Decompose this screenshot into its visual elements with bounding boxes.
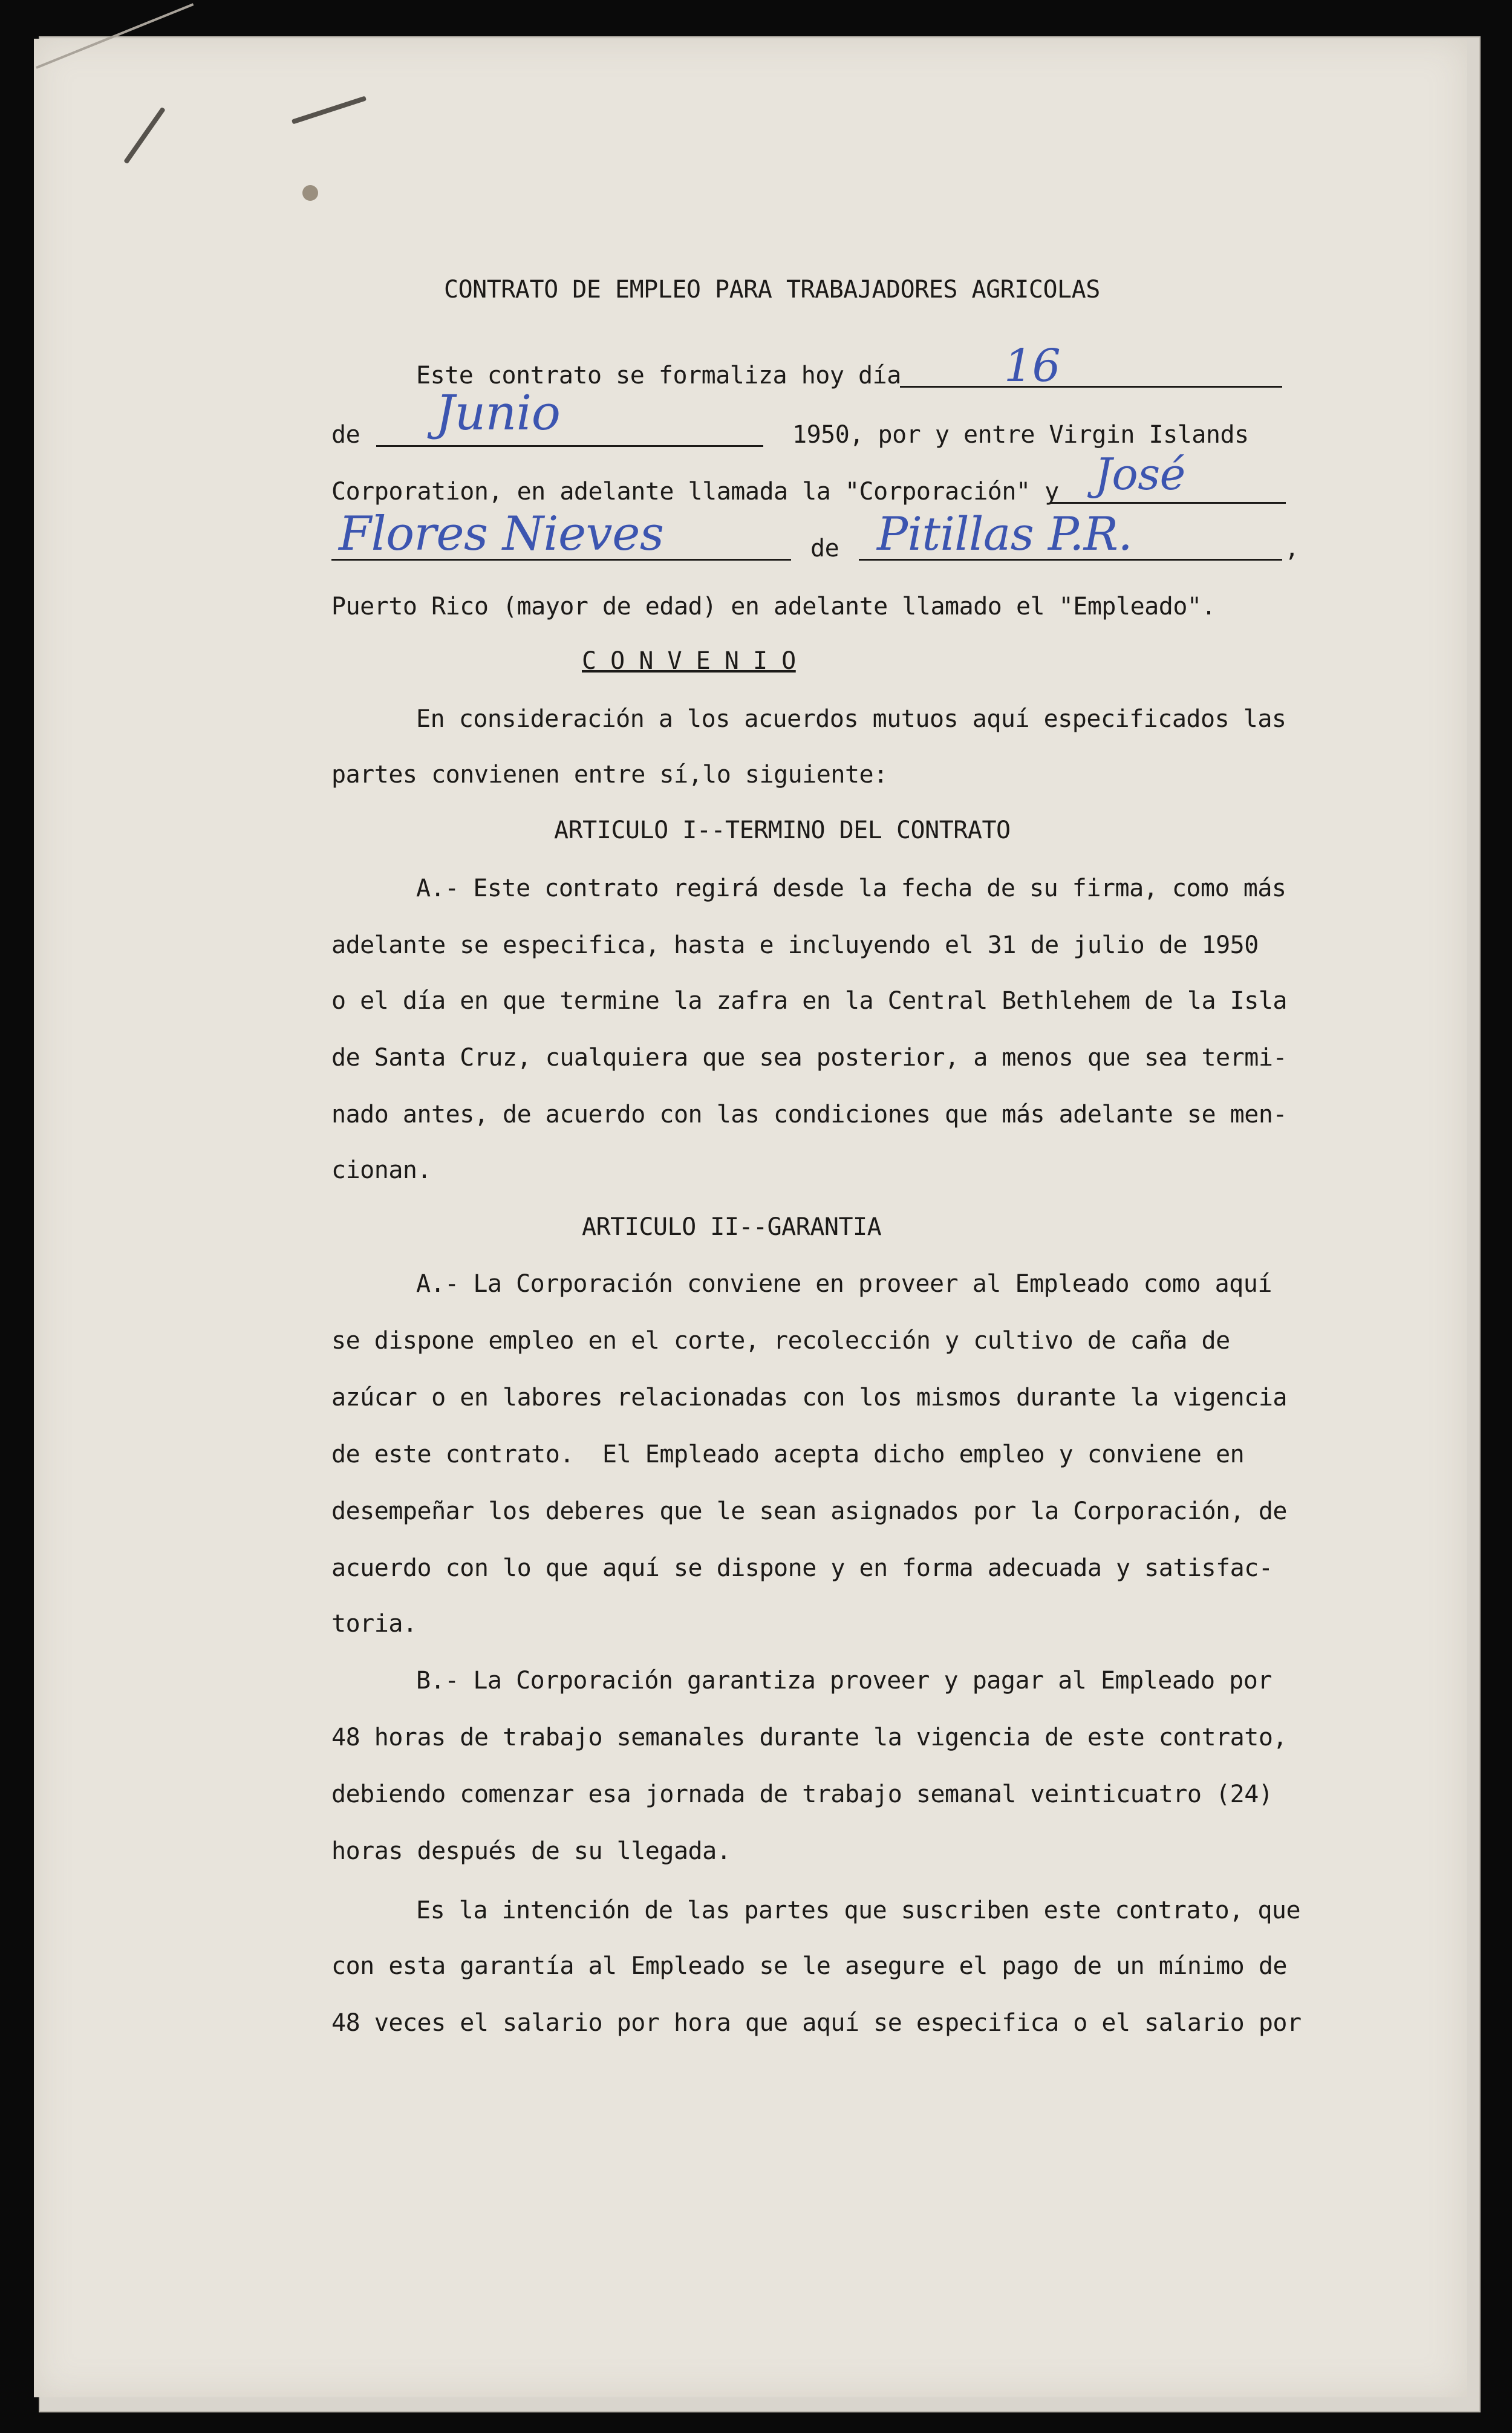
handwritten-town: Pitillas P.R. [877,507,1133,561]
article-2-line: B.- La Corporación garantiza proveer y pagar al Empleado por [416,1667,1272,1695]
article-2-line: A.- La Corporación conviene en proveer al Empleado como aquí [416,1270,1272,1298]
article-2-line: con esta garantía al Empleado se le asegure el pago de un mínimo de [331,1952,1287,1980]
article-2-line: horas después de su llegada. [331,1837,731,1865]
handwritten-month: Junio [435,385,561,441]
article-1-line: o el día en que termine la zafra en la Central Bethlehem de la Isla [331,987,1287,1015]
article-1-line: nado antes, de acuerdo con las condiciones que más adelante se men- [331,1101,1287,1129]
article-2-line: 48 horas de trabajo semanales durante la vigencia de este contrato, [331,1724,1287,1751]
document-title: CONTRATO DE EMPLEO PARA TRABAJADORES AGRICOLAS [444,276,1100,304]
handwritten-day: 16 [1004,340,1061,392]
article-2-line: desempeñar los deberes que le sean asignados por la Corporación, de [331,1497,1287,1525]
convenio-line: partes convienen entre sí,lo siguiente: [331,761,888,789]
article-2-line: Es la intención de las partes que suscriben este contrato, que [416,1897,1301,1924]
intro-line-5: Puerto Rico (mayor de edad) en adelante llamado el "Empleado". [331,593,1216,620]
intro-line-3: Corporation, en adelante llamada la "Corporación" y [331,478,1059,506]
article-2-line: acuerdo con lo que aquí se dispone y en forma adecuada y satisfac- [331,1554,1273,1582]
article-2-line: 48 veces el salario por hora que aquí se especifica o el salario por [331,2009,1302,2037]
intro-line-1: Este contrato se formaliza hoy día [416,362,901,389]
day-blank [900,363,1282,388]
article-2-heading: ARTICULO II--GARANTIA [582,1213,882,1241]
article-2-line: se dispone empleo en el corte, recolección y cultivo de caña de [331,1327,1230,1355]
convenio-heading: C O N V E N I O [582,647,796,675]
intro-line-4-mid: de [810,535,839,562]
article-1-line: de Santa Cruz, cualquiera que sea posterior, a menos que sea termi- [331,1044,1287,1072]
convenio-line: En consideración a los acuerdos mutuos aquí especificados las [416,705,1286,733]
intro-line-4-suffix: , [1285,535,1299,562]
article-2-line: debiendo comenzar esa jornada de trabajo semanal veinticuatro (24) [331,1780,1273,1808]
article-2-line: de este contrato. El Empleado acepta dicho empleo y conviene en [331,1441,1245,1468]
month-blank [376,422,763,447]
handwritten-last-name: Flores Nieves [339,507,664,561]
article-1-line: adelante se especifica, hasta e incluyendo el 31 de julio de 1950 [331,931,1259,959]
intro-line-2-prefix: de [331,421,360,449]
article-1-heading: ARTICULO I--TERMINO DEL CONTRATO [554,816,1011,844]
article-2-line: toria. [331,1610,417,1638]
article-1-line: A.- Este contrato regirá desde la fecha de su firma, como más [416,875,1286,902]
article-1-line: cionan. [331,1156,432,1184]
article-2-line: azúcar o en labores relacionadas con los mismos durante la vigencia [331,1384,1287,1412]
handwritten-first-name: José [1095,449,1185,500]
intro-line-2-suffix: 1950, por y entre Virgin Islands [792,421,1249,449]
